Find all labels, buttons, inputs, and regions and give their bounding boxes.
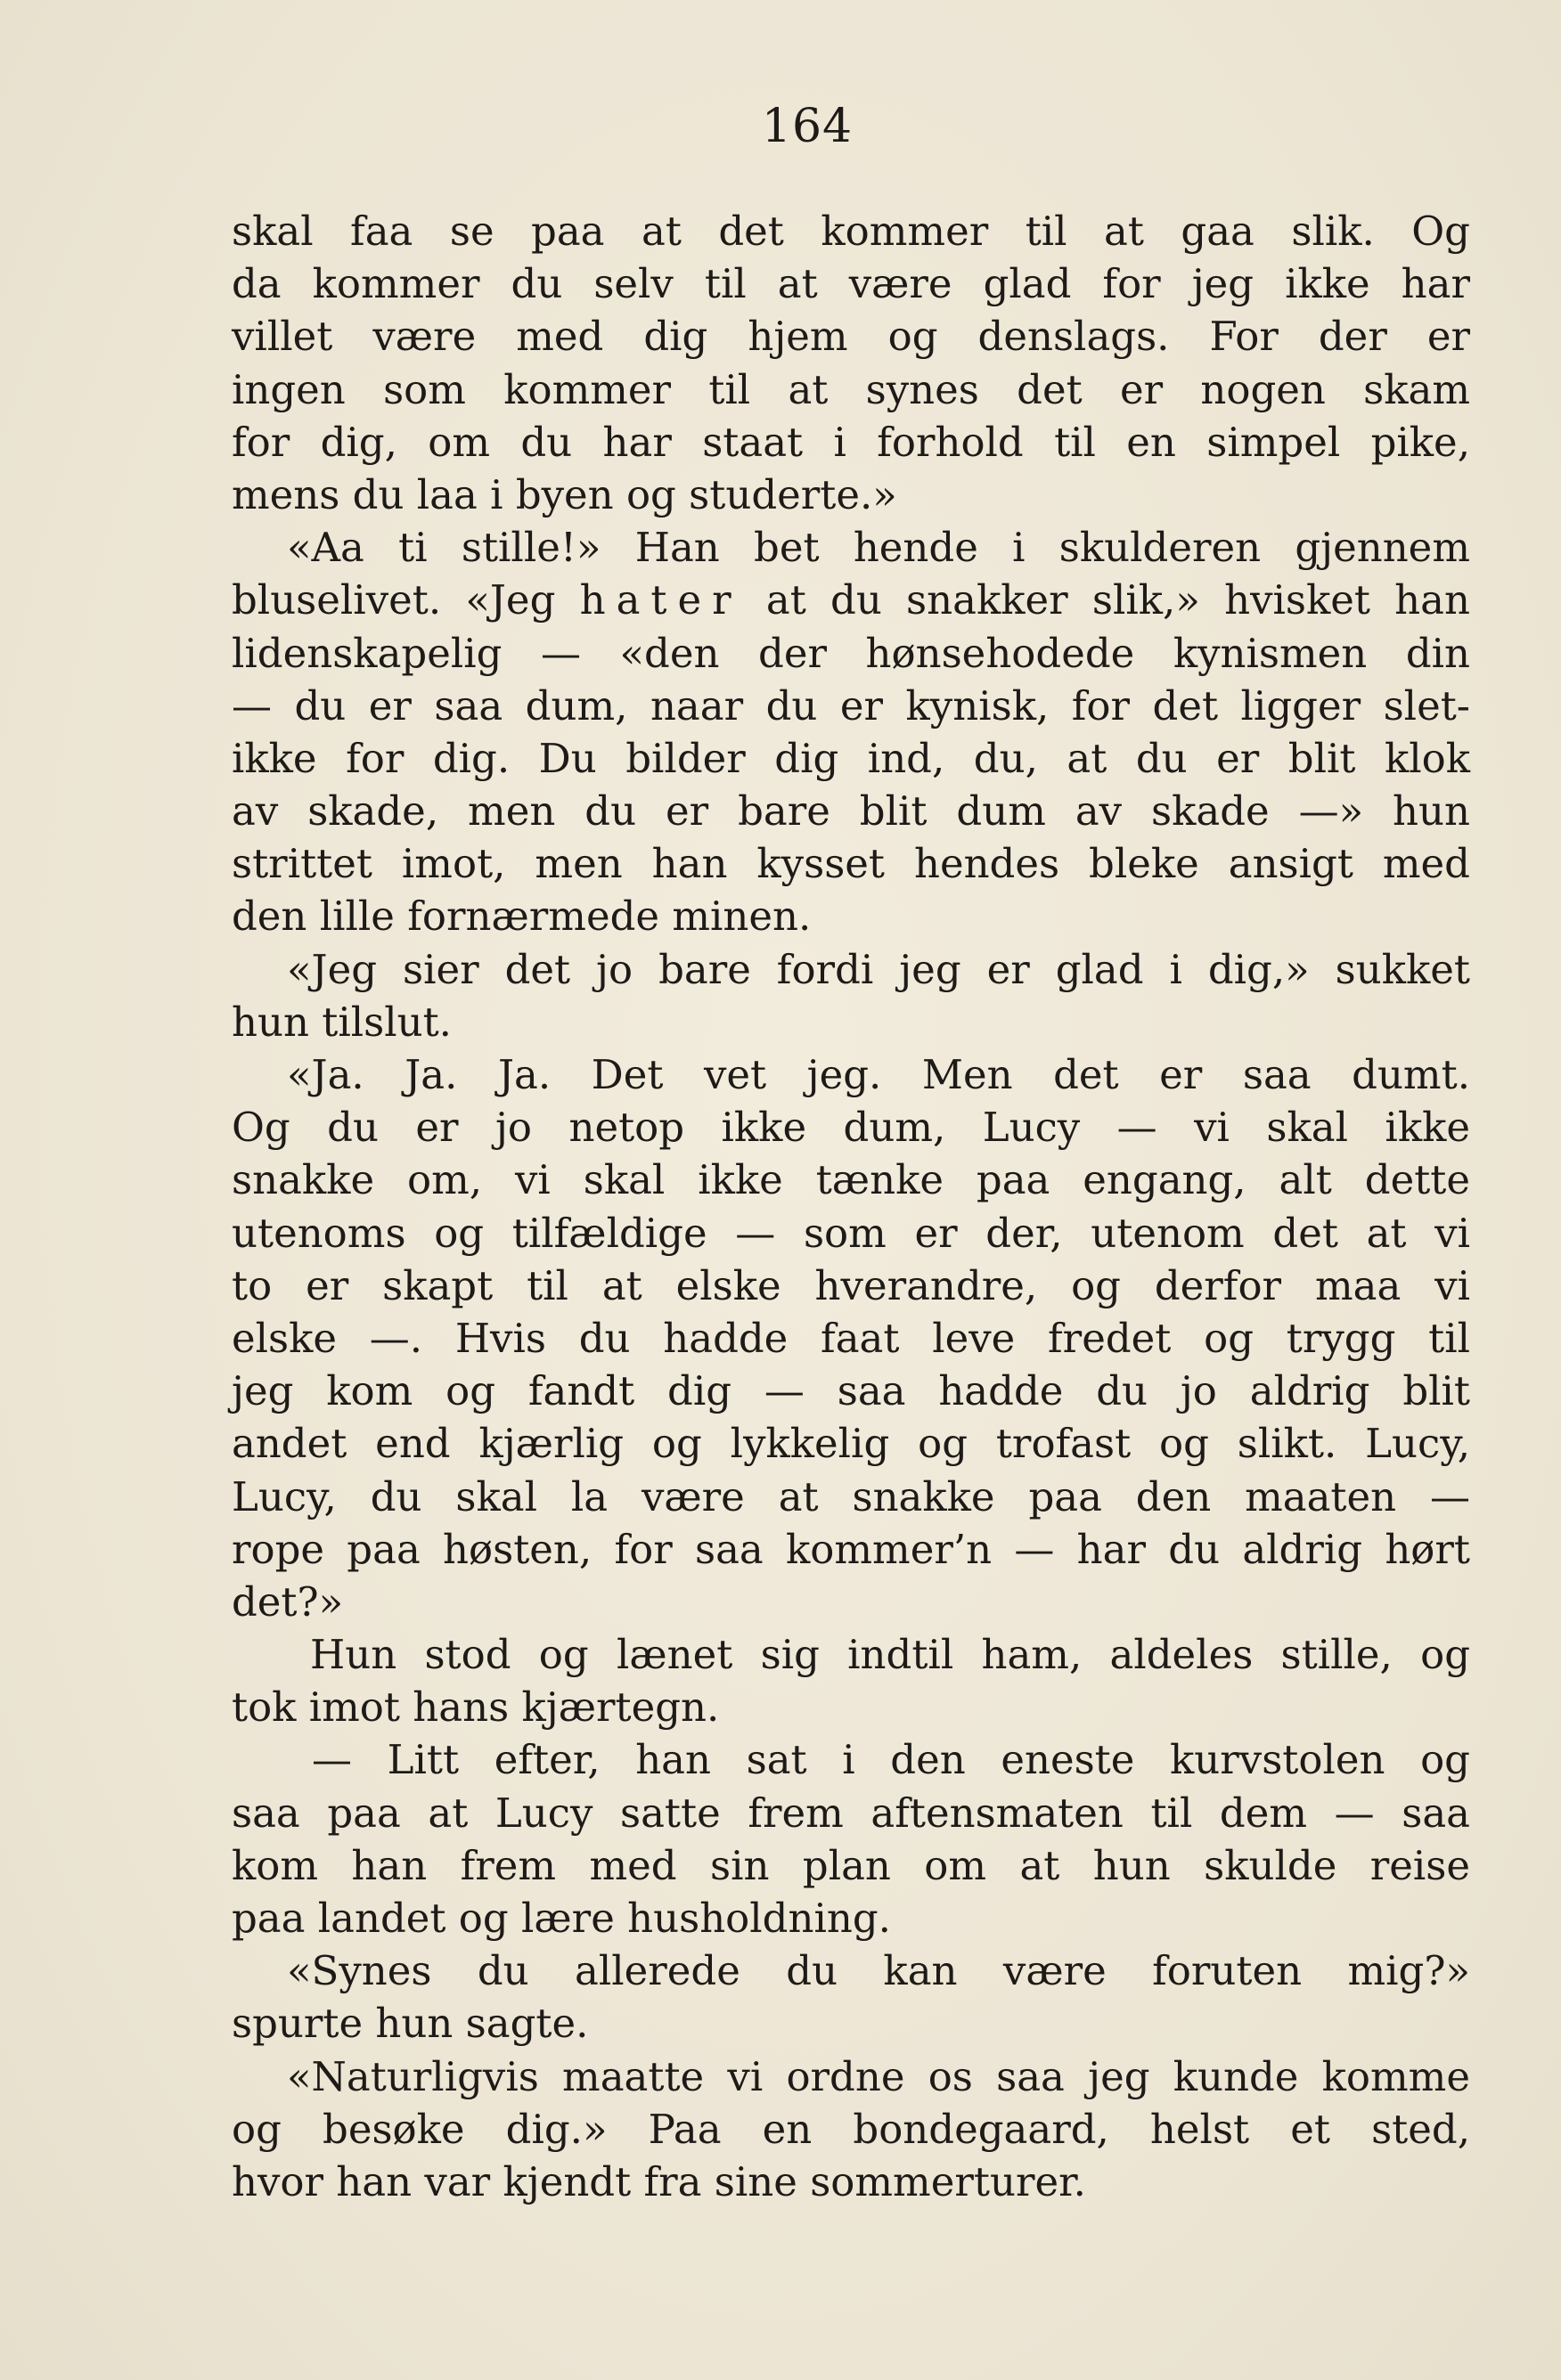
text-line: kom han frem med sin plan om at hun skulde reise [232, 1841, 1470, 1889]
text-line: «Ja. Ja. Ja. Det vet jeg. Men det er saa dumt. [287, 1051, 1470, 1098]
text-line: elske —. Hvis du hadde faat leve fredet og trygg til [232, 1314, 1470, 1362]
text-line: «Aa ti stille!» Han bet hende i skulderen gjennem [287, 524, 1470, 572]
text-line: «Synes du allerede du kan være foruten mig?» [287, 1947, 1470, 1995]
text-line: andet end kjærlig og lykkelig og trofast og slikt. Lucy, [232, 1420, 1470, 1468]
text-line: da kommer du selv til at være glad for jeg ikke har [232, 260, 1470, 308]
text-line: — du er saa dum, naar du er kynisk, for det ligger slet- [232, 681, 1470, 729]
text-line: tok imot hans kjærtegn. [232, 1683, 720, 1732]
text-line: to er skapt til at elske hverandre, og derfor maa vi [232, 1261, 1470, 1309]
text-line: snakke om, vi skal ikke tænke paa engang, alt dette [232, 1156, 1470, 1204]
page-number: 164 [761, 100, 854, 153]
text-line: Lucy, du skal la være at snakke paa den maaten — [232, 1472, 1470, 1520]
text-line: hvor han var kjendt fra sine sommerturer. [232, 2157, 1086, 2205]
text-line: villet være med dig hjem og denslags. For der er [232, 313, 1470, 361]
text-line: av skade, men du er bare blit dum av skade —» hun [232, 787, 1470, 835]
spaced-emphasis: hater [579, 576, 742, 624]
text-line: mens du laa i byen og studerte.» [232, 470, 897, 518]
text-line: ingen som kommer til at synes det er nogen skam [232, 365, 1470, 413]
text-line: saa paa at Lucy satte frem aftensmaten til dem — saa [232, 1789, 1470, 1837]
text-line: Hun stod og lænet sig indtil ham, aldeles stille, og [310, 1631, 1470, 1679]
text-line: og besøke dig.» Paa en bondegaard, helst et sted, [232, 2105, 1470, 2153]
text-line: utenoms og tilfældige — som er der, utenom det at vi [232, 1209, 1470, 1257]
text-line: ikke for dig. Du bilder dig ind, du, at du er blit klok [232, 734, 1470, 782]
text-line: hun tilslut. [232, 998, 452, 1046]
text-line: paa landet og lære husholdning. [232, 1895, 891, 1942]
text-line: strittet imot, men han kysset hendes bleke ansigt med [232, 840, 1470, 888]
text-line: for dig, om du har staat i forhold til en simpel pike, [232, 418, 1470, 466]
text-line: skal faa se paa at det kommer til at gaa slik. Og [232, 208, 1470, 255]
text-line: rope paa høsten, for saa kommer’n — har du aldrig hørt [232, 1525, 1470, 1573]
text-line: den lille fornærmede minen. [232, 892, 812, 941]
text-line: «Naturligvis maatte vi ordne os saa jeg kunde komme [287, 2052, 1470, 2100]
text-line: spurte hun sagte. [232, 2000, 589, 2048]
text-line: «Jeg sier det jo bare fordi jeg er glad i dig,» sukket [287, 945, 1470, 993]
text-line: det?» [232, 1577, 344, 1626]
text-line-emphasis: bluselivet. «Jeg hater at du snakker slik,» hvisket han [232, 576, 1470, 624]
text-line: Og du er jo netop ikke dum, Lucy — vi skal ikke [232, 1104, 1470, 1152]
text-line: — Litt efter, han sat i den eneste kurvstolen og [312, 1736, 1470, 1784]
body-text [232, 205, 1470, 2208]
text-line: lidenskapelig — «den der hønsehodede kynismen din [232, 629, 1470, 677]
text-line: jeg kom og fandt dig — saa hadde du jo aldrig blit [232, 1367, 1470, 1415]
